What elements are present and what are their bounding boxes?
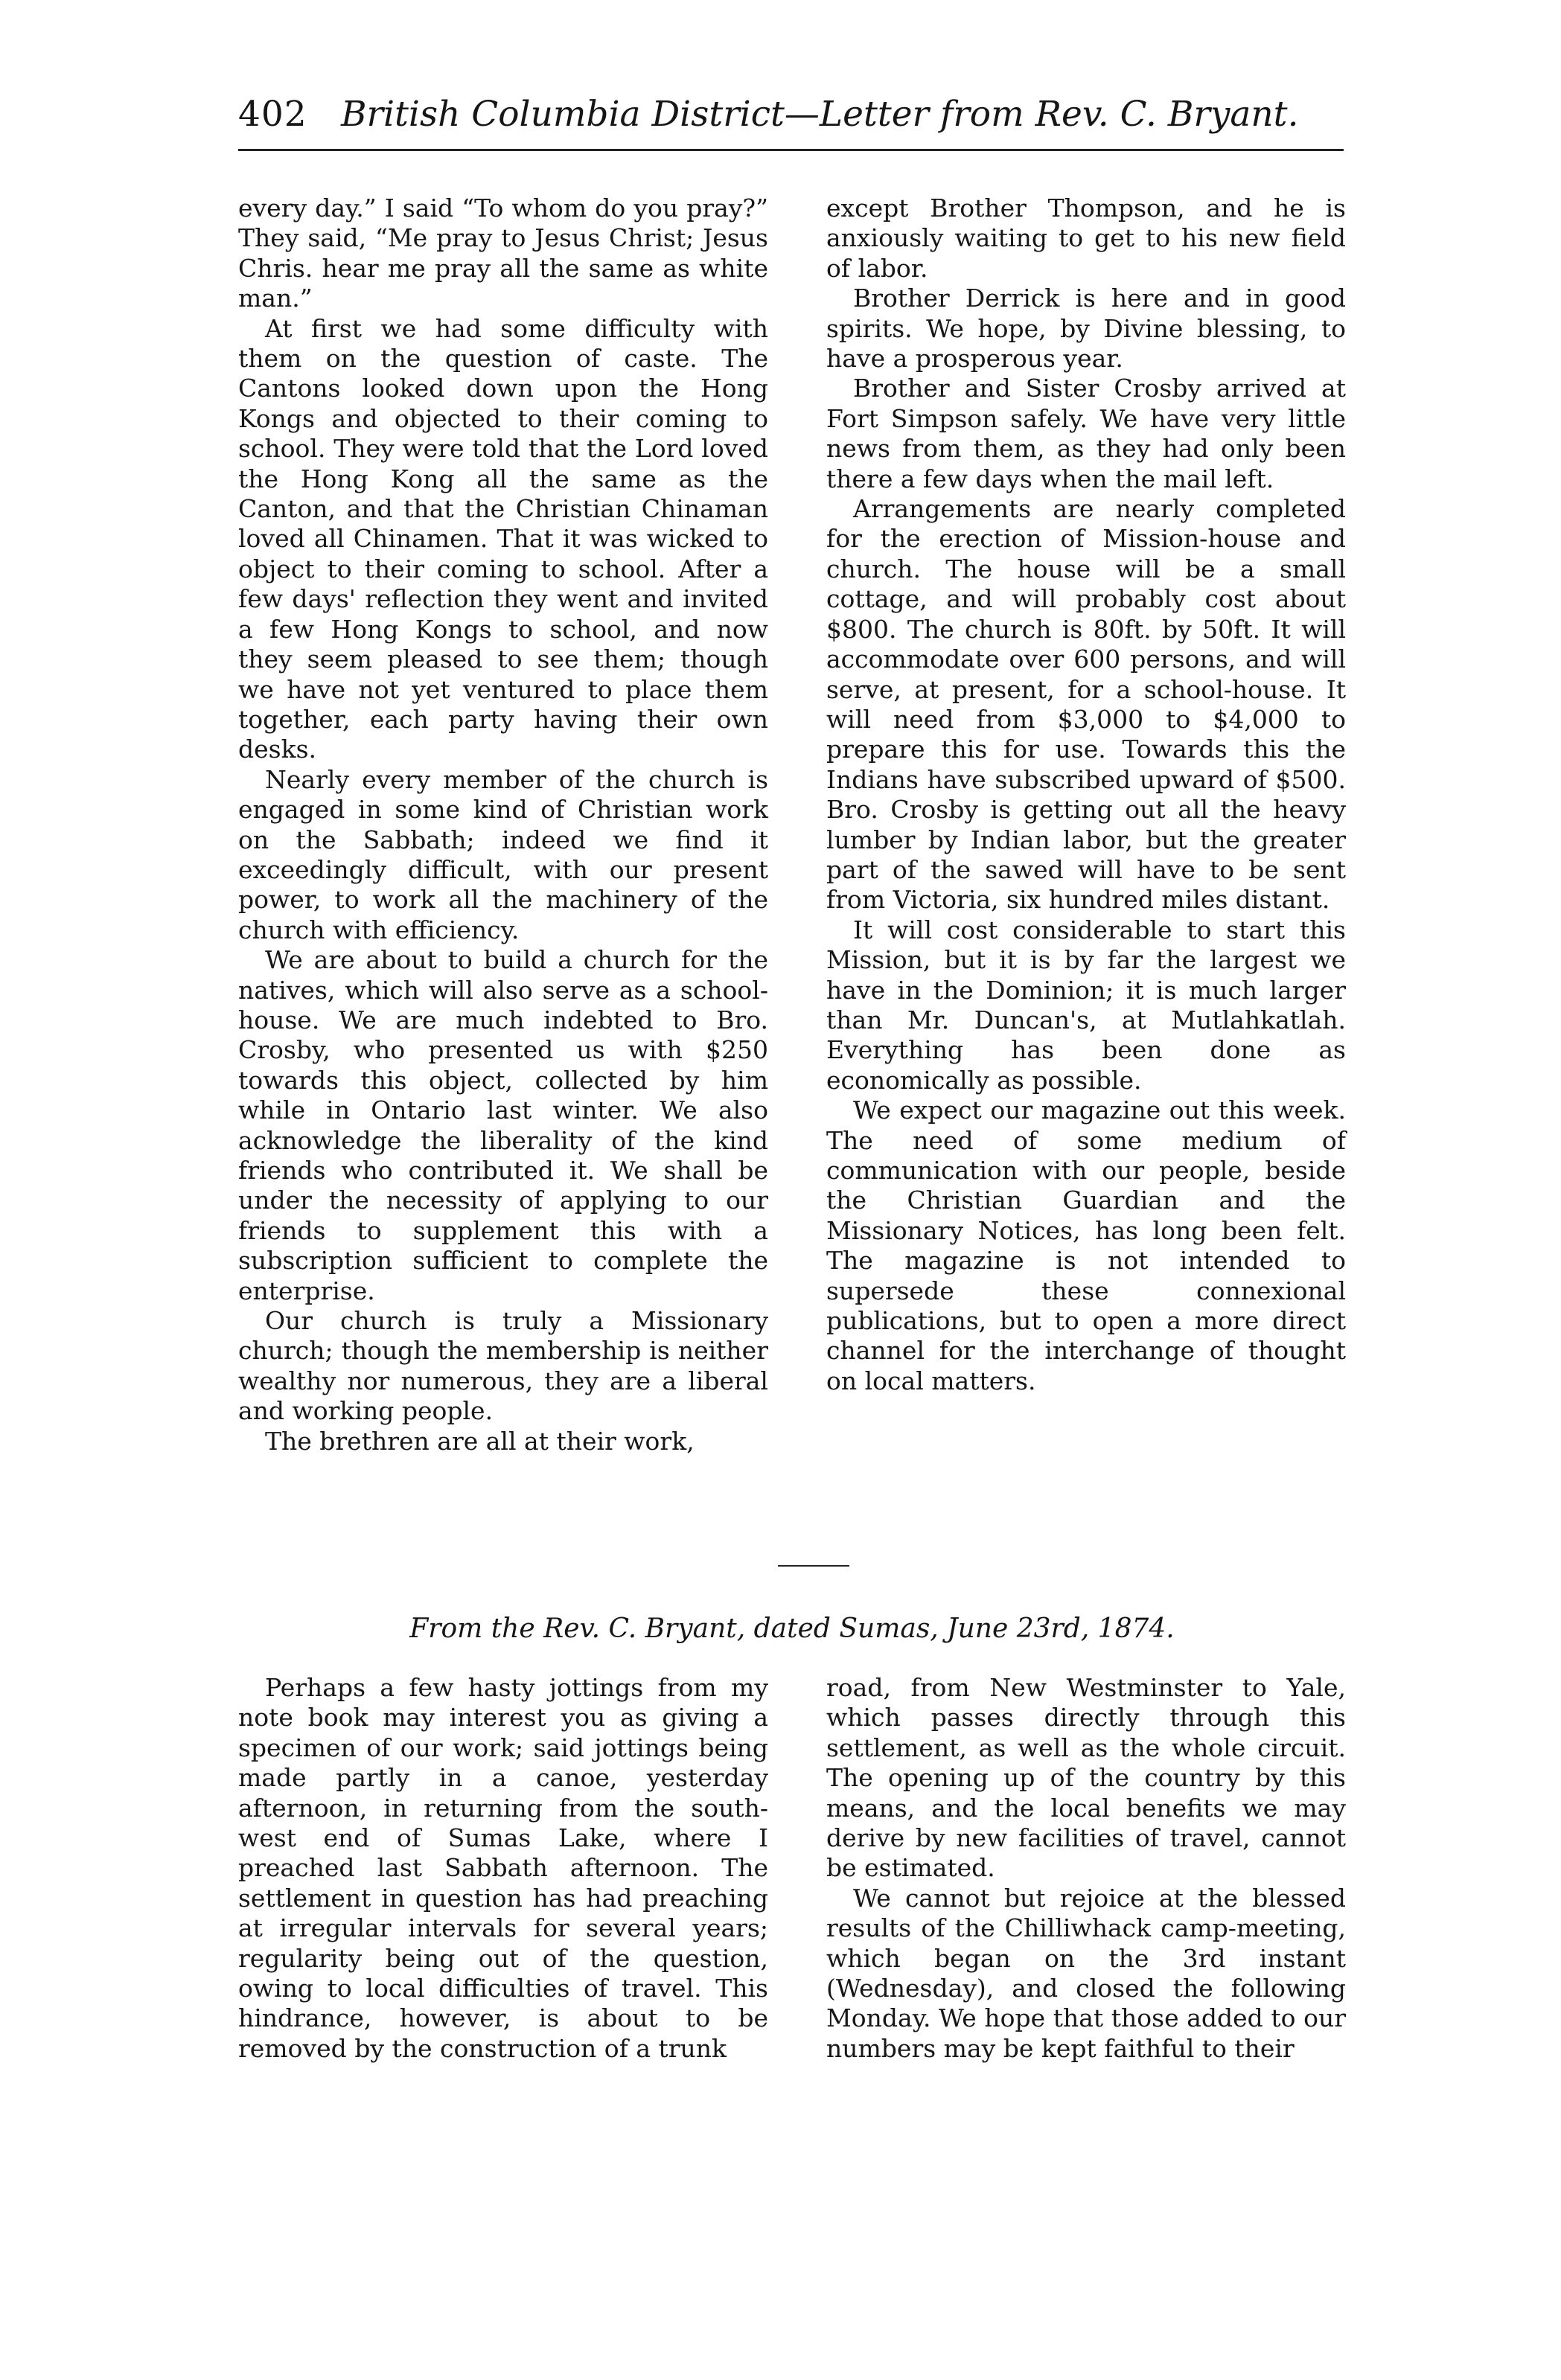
bottom-right-column: [826, 1673, 1346, 2064]
letter-heading: From the Rev. C. Bryant, dated Sumas, June 23rd, 1874.: [409, 1613, 1175, 1644]
running-title: British Columbia District—Letter from Rev. C. Bryant.: [341, 94, 1299, 135]
section-divider: [778, 1565, 849, 1567]
paragraph: At first we had some difficulty with them on the question of caste. The Cantons looked down upon the Hong Kongs and objected to their coming to school. They were told that the Lord loved the Hong Kong all the same as the Canton, and that the Christian Chinaman loved all Chinamen. That it was wicked to object to their coming to school. After a few days' reflection they went and invited a few Hong Kongs to school, and now they seem pleased to see them; though we have not yet ventured to place them together, each party having their own desks.: [238, 313, 768, 764]
paragraph: We expect our magazine out this week. The need of some medium of communication with our people, beside the Christian Guardian and the Missionary Notices, has long been felt. The magazine is not intended to supersede these connexional publications, but to open a more direct channel for the interchange of thought on local matters.: [826, 1095, 1346, 1395]
paragraph: Arrangements are nearly completed for the erection of Mission-house and church. The house will be a small cottage, and will probably cost about $800. The church is 80ft. by 50ft. It will accommodate over 600 persons, and will serve, at present, for a school-house. It will need from $3,000 to $4,000 to prepare this for use. Towards this the Indians have subscribed upward of $500. Bro. Crosby is getting out all the heavy lumber by Indian labor, but the greater part of the sawed will have to be sent from Victoria, six hundred miles distant.: [826, 494, 1346, 915]
paragraph: Perhaps a few hasty jottings from my note book may interest you as giving a specimen of our work; said jottings being made partly in a canoe, yesterday afternoon, in returning from the south-west end of Sumas Lake, where I preached last Sabbath afternoon. The settlement in question has had preaching at irregular intervals for several years; regularity being out of the question, owing to local difficulties of travel. This hindrance, however, is about to be removed by the construction of a trunk: [238, 1673, 768, 2063]
paragraph: We cannot but rejoice at the blessed results of the Chilliwhack camp-meeting, which began on the 3rd instant (Wednesday), and closed the following Monday. We hope that those added to our numbers may be kept faithful to their: [826, 1883, 1346, 2063]
paragraph: Brother Derrick is here and in good spirits. We hope, by Divine blessing, to have a prosperous year.: [826, 284, 1346, 374]
top-right-column: [826, 193, 1346, 1396]
paragraph: every day.” I said “To whom do you pray?” They said, “Me pray to Jesus Christ; Jesus Chris. hear me pray all the same as white man.”: [238, 193, 768, 313]
paragraph: The brethren are all at their work,: [265, 1426, 695, 1456]
paragraph: It will cost considerable to start this Mission, but it is by far the largest we have in the Dominion; it is much larger than Mr. Duncan's, at Mutlahkatlah. Everything has been done as economically as possible.: [826, 915, 1346, 1095]
paragraph: Brother and Sister Crosby arrived at Fort Simpson safely. We have very little news from them, as they had only been there a few days when the mail left.: [826, 374, 1346, 493]
paragraph: except Brother Thompson, and he is anxiously waiting to get to his new field of labor.: [826, 193, 1346, 283]
running-head: [238, 89, 1344, 151]
top-left-column: [238, 193, 768, 1456]
paragraph: Nearly every member of the church is engaged in some kind of Christian work on the Sabbath; indeed we find it exceedingly difficult, with our present power, to work all the machinery of the church with efficiency.: [238, 764, 768, 944]
paragraph: Our church is truly a Missionary church; though the membership is neither wealthy nor numerous, they are a liberal and working people.: [238, 1306, 768, 1426]
bottom-left-column: [238, 1673, 768, 2064]
paragraph: road, from New Westminster to Yale, which passes directly through this settlement, as well as the whole circuit. The opening up of the country by this means, and the local benefits we may derive by new facilities of travel, cannot be estimated.: [826, 1673, 1346, 1883]
paragraph: We are about to build a church for the natives, which will also serve as a school-house. We are much indebted to Bro. Crosby, who presented us with $250 towards this object, collected by him while in Ontario last winter. We also acknowledge the liberality of the kind friends who contributed it. We shall be under the necessity of applying to our friends to supplement this with a subscription sufficient to complete the enterprise.: [238, 945, 768, 1305]
page-number: 402: [238, 94, 307, 135]
